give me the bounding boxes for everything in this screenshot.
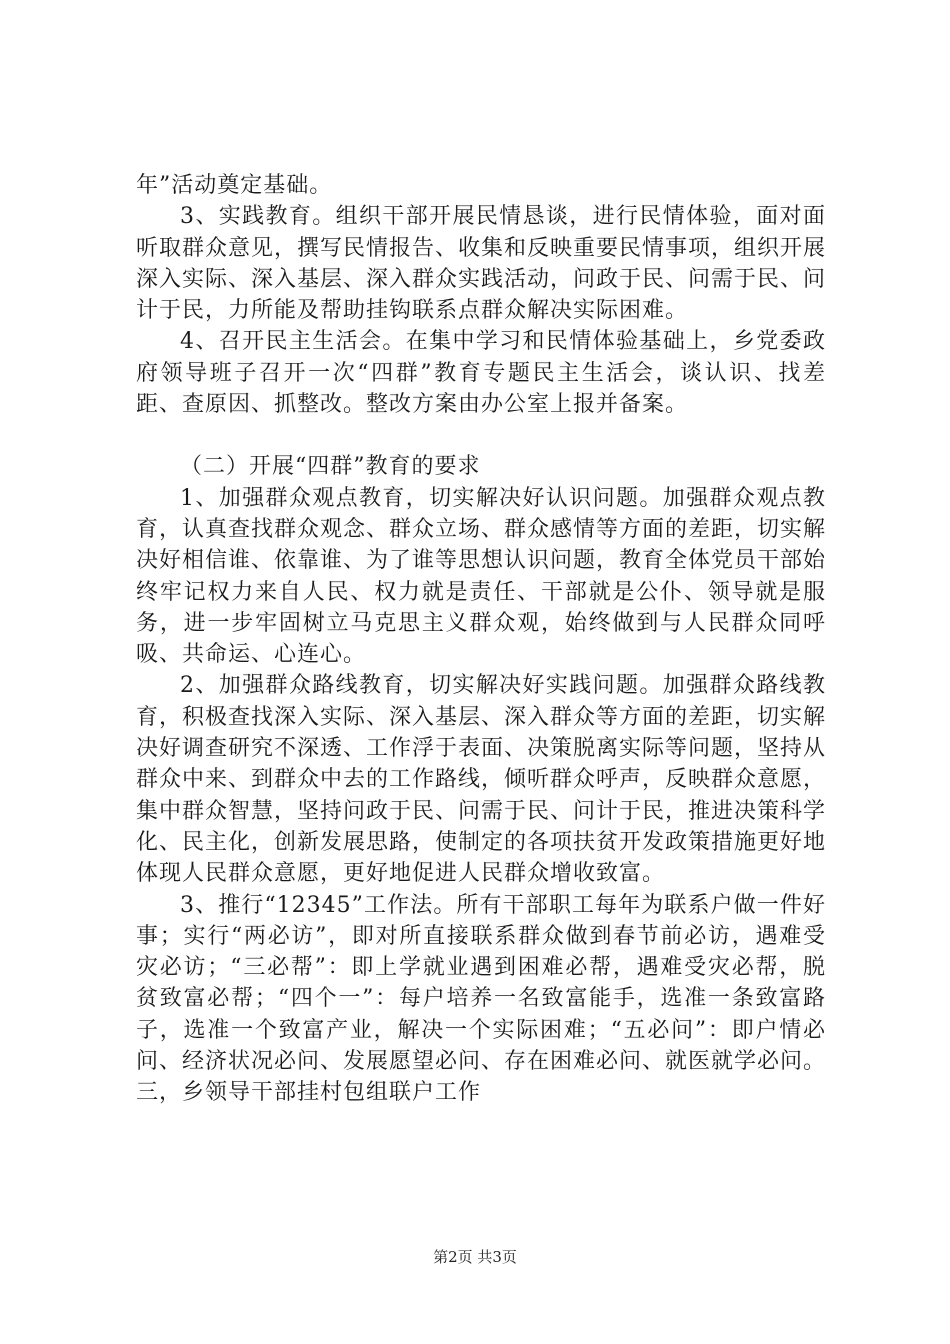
page-footer: 第2页 共3页 <box>433 1248 517 1266</box>
document-body <box>136 170 826 1109</box>
paragraph-12345-method: 3、推行“12345”工作法。所有干部职工每年为联系户做一件好事；实行“两必访”，即对所直接联系群众做到春节前必访，遇难受灾必访；“三必帮”：即上学就业遇到困难必帮，遇难受灾必帮，脱贫致富必帮；“四个一”：每户培养一名致富能手，选准一条致富路子，选准一个致富产业，解决一个实际困难；“五必问”：即户情必问、经济状况必问、发展愿望必问、存在困难必问、就医就学必问。三，乡领导干部挂村包组联户工作 <box>136 892 827 1106</box>
paragraph-democratic-meeting: 4、召开民主生活会。在集中学习和民情体验基础上，乡党委政府领导班子召开一次“四群”教育专题民主生活会，谈认识、找差距、查原因、抓整改。整改方案由办公室上报并备案。 <box>136 329 826 418</box>
paragraph-continuation: 年”活动奠定基础。 <box>136 173 333 198</box>
paragraph-mass-viewpoint: 1、加强群众观点教育，切实解决好认识问题。加强群众观点教育，认真查找群众观念、群众立场、群众感情等方面的差距，切实解决好相信谁、依靠谁、为了谁等思想认识问题，教育全体党员干部始终牢记权力来自人民、权力就是责任、干部就是公仆、领导就是服务，进一步牢固树立马克思主义群众观，始终做到与人民群众同呼吸、共命运、心连心。 <box>136 485 827 668</box>
paragraph-practice-education: 3、实践教育。组织干部开展民情恳谈，进行民情体验，面对面听取群众意见，撰写民情报告、收集和反映重要民情事项，组织开展深入实际、深入基层、深入群众实践活动，问政于民、问需于民、问计于民，力所能及帮助挂钩联系点群众解决实际困难。 <box>136 204 827 324</box>
paragraph-mass-line: 2、加强群众路线教育，切实解决好实践问题。加强群众路线教育，积极查找深入实际、深入基层、深入群众等方面的差距，切实解决好调查研究不深透、工作浮于表面、决策脱离实际等问题，坚持从群众中来、到群众中去的工作路线，倾听群众呼声，反映群众意愿，集中群众智慧，坚持问政于民、问需于民、问计于民，推进决策科学化、民主化，创新发展思路，使制定的各项扶贫开发政策措施更好地体现人民群众意愿，更好地促进人民群众增收致富。 <box>136 673 827 887</box>
section-heading-requirements: （二）开展“四群”教育的要求 <box>180 454 481 480</box>
